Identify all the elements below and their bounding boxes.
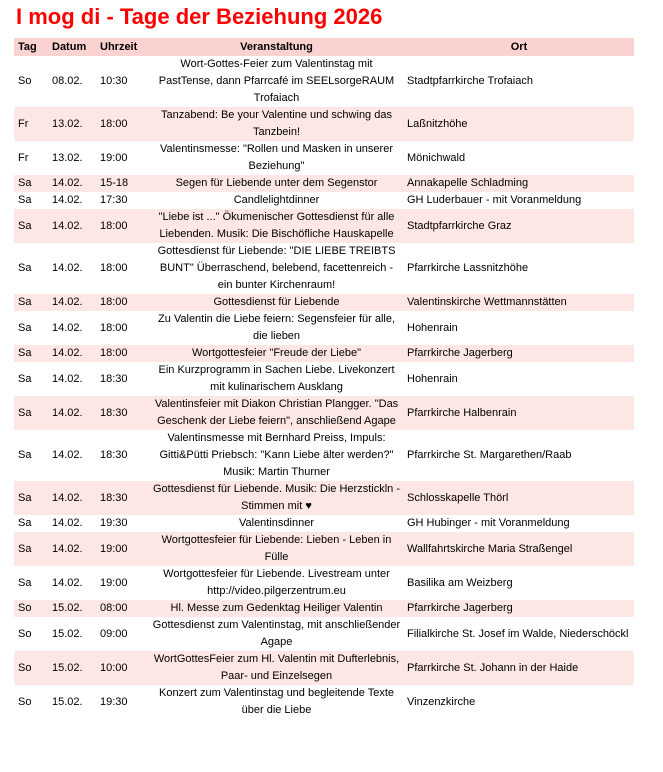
cell-ort: Pfarrkirche St. Johann in der Haide bbox=[407, 661, 579, 674]
table-row bbox=[14, 107, 634, 141]
table-header-row bbox=[14, 38, 634, 56]
cell-uhrzeit: 18:00 bbox=[100, 219, 128, 232]
cell-veranstaltung: Konzert zum Valentinstag und begleitende Texte über die Liebe bbox=[158, 687, 395, 716]
event-table bbox=[14, 38, 634, 719]
cell-ort: Basilika am Weizberg bbox=[407, 576, 513, 589]
table-row bbox=[14, 566, 634, 600]
cell-ort: Schlosskapelle Thörl bbox=[407, 491, 509, 504]
table-header bbox=[14, 38, 634, 56]
cell-uhrzeit: 18:30 bbox=[100, 372, 128, 385]
cell-datum: 14.02. bbox=[52, 406, 83, 419]
cell-uhrzeit: 18:30 bbox=[100, 491, 128, 504]
column-header-datum: Datum bbox=[48, 38, 96, 56]
cell-veranstaltung: Candlelightdinner bbox=[233, 194, 320, 206]
cell-uhrzeit: 19:00 bbox=[100, 542, 128, 555]
cell-datum: 14.02. bbox=[52, 321, 83, 334]
cell-uhrzeit: 19:30 bbox=[100, 517, 128, 529]
table-row bbox=[14, 685, 634, 719]
cell-ort: Stadtpfarrkirche Trofaiach bbox=[407, 75, 533, 87]
cell-ort: Hohenrain bbox=[407, 372, 458, 385]
cell-uhrzeit: 10:30 bbox=[100, 75, 128, 87]
cell-tag: Sa bbox=[18, 262, 32, 274]
event-rows bbox=[14, 56, 634, 719]
cell-tag: Sa bbox=[18, 347, 32, 359]
cell-tag: Fr bbox=[18, 151, 29, 164]
cell-ort: Hohenrain bbox=[407, 321, 458, 334]
cell-veranstaltung: Gottesdienst für Liebende: "DIE LIEBE TREIBTS BUNT" Überraschend, belebend, facettenreich - ein bunter Kirchenraum! bbox=[157, 245, 396, 291]
cell-ort: Filialkirche St. Josef im Walde, Niederschöckl bbox=[407, 627, 629, 640]
cell-datum: 14.02. bbox=[52, 491, 83, 504]
table-row bbox=[14, 600, 634, 617]
cell-datum: 15.02. bbox=[52, 602, 83, 614]
table-row bbox=[14, 141, 634, 175]
cell-tag: Sa bbox=[18, 406, 32, 419]
cell-ort: GH Hubinger - mit Voranmeldung bbox=[407, 517, 570, 529]
cell-ort: Annakapelle Schladming bbox=[407, 177, 529, 189]
cell-ort: Wallfahrtskirche Maria Straßengel bbox=[407, 542, 573, 555]
cell-veranstaltung: Wortgottesfeier für Liebende. Livestream unter http://video.pilgerzentrum.eu bbox=[163, 568, 390, 597]
column-header-tag: Tag bbox=[14, 38, 48, 56]
cell-veranstaltung: Tanzabend: Be your Valentine und schwing das Tanzbein! bbox=[161, 109, 392, 138]
cell-datum: 14.02. bbox=[52, 177, 83, 189]
cell-tag: Sa bbox=[18, 449, 32, 461]
table-row bbox=[14, 192, 634, 209]
cell-datum: 14.02. bbox=[52, 449, 83, 461]
cell-veranstaltung: Wortgottesfeier "Freude der Liebe" bbox=[191, 347, 362, 359]
cell-veranstaltung: WortGottesFeier zum Hl. Valentin mit Dufterlebnis, Paar- und Einzelsegen bbox=[153, 653, 400, 682]
cell-tag: So bbox=[18, 661, 32, 674]
cell-datum: 15.02. bbox=[52, 661, 83, 674]
table-row bbox=[14, 294, 634, 311]
cell-uhrzeit: 18:00 bbox=[100, 296, 128, 308]
cell-veranstaltung: Gottesdienst für Liebende. Musik: Die Herzstickln - Stimmen mit ♥ bbox=[153, 483, 400, 512]
cell-tag: Sa bbox=[18, 372, 32, 385]
cell-uhrzeit: 18:00 bbox=[100, 117, 128, 130]
cell-ort: GH Luderbauer - mit Voranmeldung bbox=[407, 194, 582, 206]
cell-uhrzeit: 18:00 bbox=[100, 262, 128, 274]
table-row bbox=[14, 175, 634, 192]
cell-uhrzeit: 09:00 bbox=[100, 627, 128, 640]
table-row bbox=[14, 362, 634, 396]
column-header-uhrzeit: Uhrzeit bbox=[96, 38, 149, 56]
cell-datum: 14.02. bbox=[52, 262, 83, 274]
table-row bbox=[14, 515, 634, 532]
cell-uhrzeit: 15-18 bbox=[100, 177, 129, 189]
cell-tag: Sa bbox=[18, 321, 32, 334]
cell-ort: Pfarrkirche Halbenrain bbox=[407, 406, 517, 419]
cell-veranstaltung: Valentinsdinner bbox=[238, 517, 314, 529]
cell-datum: 14.02. bbox=[52, 517, 83, 529]
cell-tag: So bbox=[18, 627, 32, 640]
cell-uhrzeit: 18:30 bbox=[100, 449, 128, 461]
table-row bbox=[14, 481, 634, 515]
cell-ort: Pfarrkirche Jagerberg bbox=[407, 347, 513, 359]
table-row bbox=[14, 345, 634, 362]
cell-ort: Laßnitzhöhe bbox=[407, 117, 468, 130]
cell-datum: 14.02. bbox=[52, 576, 83, 589]
table-row bbox=[14, 617, 634, 651]
cell-tag: Sa bbox=[18, 576, 32, 589]
cell-ort: Mönichwald bbox=[407, 151, 466, 164]
cell-tag: Sa bbox=[18, 491, 32, 504]
cell-ort: Pfarrkirche Jagerberg bbox=[407, 602, 513, 614]
cell-uhrzeit: 10:00 bbox=[100, 661, 128, 674]
cell-tag: Fr bbox=[18, 117, 29, 130]
cell-tag: So bbox=[18, 75, 32, 87]
cell-uhrzeit: 17:30 bbox=[100, 194, 128, 206]
cell-veranstaltung: Wort-Gottes-Feier zum Valentinstag mit PastTense, dann Pfarrcafé im SEELsorgeRAUM Trofaiach bbox=[158, 58, 395, 104]
table-row bbox=[14, 430, 634, 481]
cell-veranstaltung: Valentinsfeier mit Diakon Christian Plangger. "Das Geschenk der Liebe feiern", anschließend Agape bbox=[154, 398, 399, 427]
cell-ort: Stadtpfarrkirche Graz bbox=[407, 219, 512, 232]
table-row bbox=[14, 651, 634, 685]
cell-veranstaltung: Valentinsmesse mit Bernhard Preiss, Impuls: Gitti&Pütti Priebsch: "Kann Liebe älter werden?" Musik: Martin Thurner bbox=[159, 432, 394, 478]
cell-veranstaltung: Zu Valentin die Liebe feiern: Segensfeier für alle, die lieben bbox=[157, 313, 396, 342]
cell-ort: Pfarrkirche Lassnitzhöhe bbox=[407, 262, 529, 274]
cell-uhrzeit: 19:00 bbox=[100, 151, 128, 164]
cell-tag: So bbox=[18, 602, 32, 614]
cell-datum: 14.02. bbox=[52, 194, 83, 206]
cell-ort: Vinzenzkirche bbox=[407, 695, 476, 708]
cell-uhrzeit: 18:30 bbox=[100, 406, 128, 419]
cell-datum: 13.02. bbox=[52, 151, 83, 164]
cell-veranstaltung: Segen für Liebende unter dem Segenstor bbox=[175, 177, 378, 189]
cell-uhrzeit: 08:00 bbox=[100, 602, 128, 614]
cell-veranstaltung: Gottesdienst zum Valentinstag, mit anschließender Agape bbox=[152, 619, 401, 648]
column-header-veranstaltung: Veranstaltung bbox=[149, 38, 404, 56]
table-row bbox=[14, 243, 634, 294]
cell-uhrzeit: 18:00 bbox=[100, 321, 128, 334]
cell-veranstaltung: Valentinsmesse: "Rollen und Masken in unserer Beziehung" bbox=[160, 143, 393, 172]
cell-datum: 15.02. bbox=[52, 627, 83, 640]
cell-tag: Sa bbox=[18, 177, 32, 189]
cell-ort: Valentinskirche Wettmannstätten bbox=[407, 296, 567, 308]
cell-datum: 13.02. bbox=[52, 117, 83, 130]
table-row bbox=[14, 396, 634, 430]
cell-veranstaltung: "Liebe ist ..." Ökumenischer Gottesdienst für alle Liebenden. Musik: Die Bischöfliche Hauskapelle bbox=[158, 211, 395, 240]
table-row bbox=[14, 209, 634, 243]
cell-uhrzeit: 18:00 bbox=[100, 347, 128, 359]
cell-ort: Pfarrkirche St. Margarethen/Raab bbox=[407, 449, 572, 461]
cell-datum: 14.02. bbox=[52, 219, 83, 232]
cell-datum: 14.02. bbox=[52, 296, 83, 308]
cell-tag: Sa bbox=[18, 542, 32, 555]
cell-tag: Sa bbox=[18, 219, 32, 232]
table-row bbox=[14, 532, 634, 566]
cell-datum: 14.02. bbox=[52, 347, 83, 359]
cell-veranstaltung: Wortgottesfeier für Liebende: Lieben - Leben in Fülle bbox=[161, 534, 392, 563]
page-title: I mog di - Tage der Beziehung 2026 bbox=[16, 4, 383, 29]
cell-datum: 14.02. bbox=[52, 372, 83, 385]
table-row bbox=[14, 56, 634, 107]
column-header-ort: Ort bbox=[404, 38, 634, 56]
cell-datum: 08.02. bbox=[52, 75, 83, 87]
cell-veranstaltung: Ein Kurzprogramm in Sachen Liebe. Livekonzert mit kulinarischem Ausklang bbox=[158, 364, 395, 393]
cell-veranstaltung: Hl. Messe zum Gedenktag Heiliger Valentin bbox=[170, 602, 383, 614]
cell-tag: Sa bbox=[18, 517, 32, 529]
cell-uhrzeit: 19:00 bbox=[100, 576, 128, 589]
cell-uhrzeit: 19:30 bbox=[100, 695, 128, 708]
table-row bbox=[14, 311, 634, 345]
cell-veranstaltung: Gottesdienst für Liebende bbox=[213, 296, 340, 308]
cell-tag: Sa bbox=[18, 194, 32, 206]
cell-tag: Sa bbox=[18, 296, 32, 308]
cell-tag: So bbox=[18, 695, 32, 708]
cell-datum: 14.02. bbox=[52, 542, 83, 555]
cell-datum: 15.02. bbox=[52, 695, 83, 708]
